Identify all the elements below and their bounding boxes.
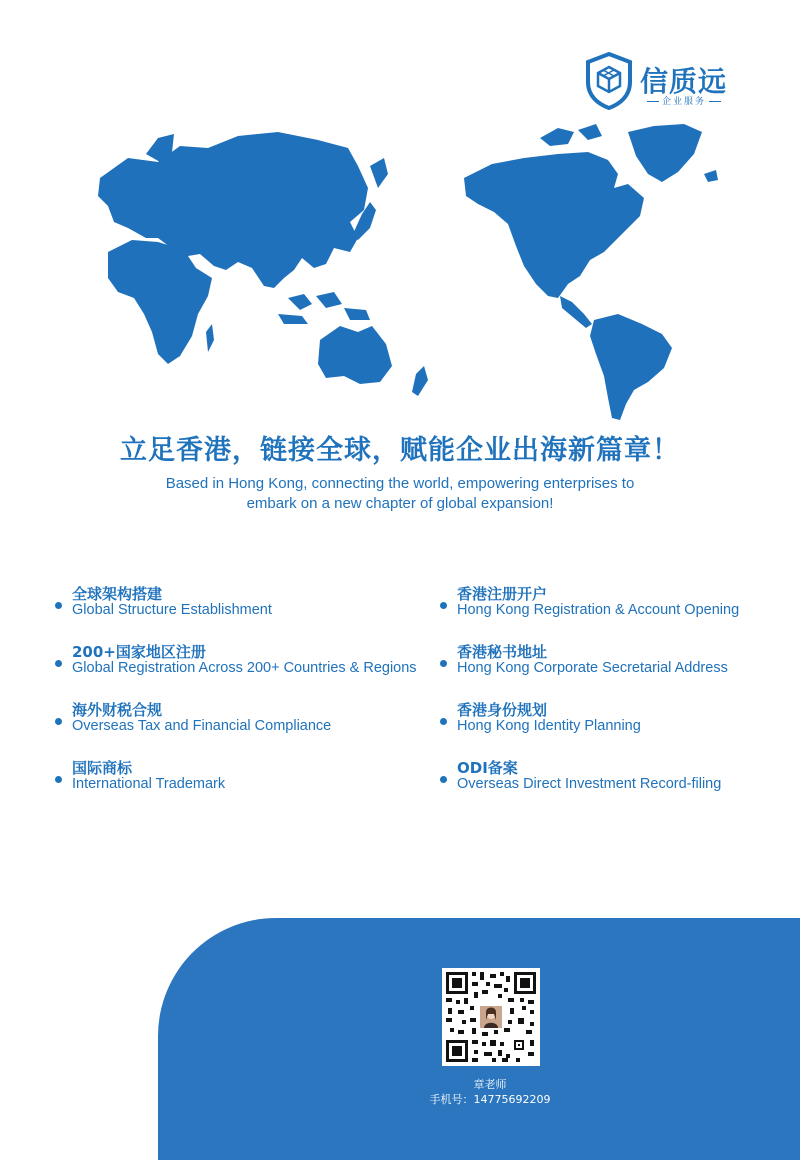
service-title-zh: 海外财税合规 — [72, 701, 163, 719]
bullet-dot-icon — [440, 660, 447, 667]
bullet-dot-icon — [440, 718, 447, 725]
service-title-en: International Trademark — [72, 776, 226, 792]
shield-cube-icon — [584, 52, 634, 110]
service-title-en: Hong Kong Registration & Account Opening — [457, 602, 740, 618]
service-title-en: Overseas Direct Investment Record-filing — [457, 776, 722, 792]
service-title-zh: 香港注册开户 — [457, 585, 548, 603]
service-title-zh: 香港身份规划 — [457, 701, 548, 719]
service-title-en: Overseas Tax and Financial Compliance — [72, 718, 332, 734]
bullet-dot-icon — [55, 776, 62, 783]
bullet-dot-icon — [55, 718, 62, 725]
qr-code-icon — [442, 968, 540, 1066]
bullet-dot-icon — [55, 602, 62, 609]
subline-line-2: embark on a new chapter of global expansion! — [246, 495, 554, 512]
brand-tagline: 企业服务 — [640, 94, 728, 107]
bullet-dot-icon — [55, 660, 62, 667]
bullet-dot-icon — [440, 602, 447, 609]
headline: 立足香港，链接全球，赋能企业出海新篇章！ — [120, 435, 680, 466]
contact-phone[interactable]: 手机号：14775692209 — [429, 1093, 551, 1106]
service-title-en: Hong Kong Identity Planning — [457, 718, 641, 734]
brand-name: 信质远 — [640, 65, 728, 98]
service-title-zh: 200+国家地区注册 — [72, 643, 206, 661]
subline-line-1: Based in Hong Kong, connecting the world, empowering enterprises to — [165, 475, 635, 492]
service-title-zh: 香港秘书地址 — [457, 643, 548, 661]
bullet-dot-icon — [440, 776, 447, 783]
contact-name: 章老师 — [473, 1078, 507, 1091]
service-title-en: Hong Kong Corporate Secretarial Address — [457, 660, 728, 676]
brand-logo — [584, 52, 754, 112]
world-map-icon — [88, 118, 728, 424]
service-title-zh: 国际商标 — [72, 759, 133, 777]
service-title-en: Global Structure Establishment — [72, 602, 272, 618]
service-title-zh: ODI备案 — [457, 759, 518, 777]
subline — [130, 474, 670, 514]
service-title-zh: 全球架构搭建 — [72, 585, 163, 603]
qr-code[interactable] — [442, 968, 540, 1066]
service-title-en: Global Registration Across 200+ Countries & Regions — [72, 660, 417, 676]
